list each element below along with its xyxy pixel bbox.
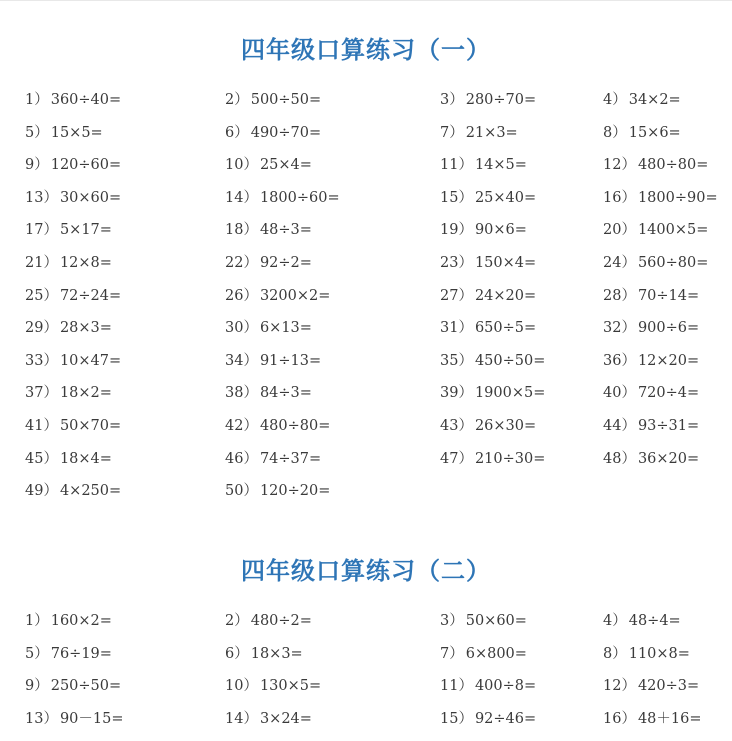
problem-expression: 110×8= [628, 645, 690, 662]
problem-number: 1） [25, 613, 49, 629]
problem-item [25, 676, 121, 696]
section-title: 四年级口算练习（一） [241, 36, 491, 64]
problem-number: 41） [25, 417, 58, 434]
problem-row [0, 220, 732, 253]
problem-expression: 92÷2= [259, 254, 312, 271]
problem-expression: 120÷20= [259, 483, 331, 500]
problem-item [225, 383, 312, 403]
problem-row [0, 481, 732, 514]
problem-expression: 90×6= [474, 222, 527, 239]
problem-number: 47） [440, 450, 473, 467]
problem-expression: 74÷37= [259, 450, 322, 467]
problem-item [225, 481, 330, 501]
problem-expression: 34×2= [628, 92, 681, 108]
problem-item [440, 416, 536, 436]
problem-expression: 4×250= [59, 483, 122, 500]
problem-expression: 84÷3= [259, 385, 312, 402]
problem-row [0, 383, 732, 416]
problem-item [225, 351, 321, 371]
problem-expression: 18×4= [59, 450, 112, 467]
problem-item [440, 351, 545, 371]
problem-item [25, 644, 112, 664]
problem-number: 13） [25, 189, 58, 206]
problem-number: 31） [440, 320, 473, 337]
problem-number: 2） [225, 92, 249, 108]
problem-row [0, 90, 732, 123]
problem-number: 44） [603, 417, 636, 434]
problem-item [603, 416, 699, 436]
problem-expression: 48÷3= [259, 222, 312, 239]
problem-number: 46） [225, 450, 258, 467]
problem-item [440, 318, 536, 338]
problem-expression: 480÷2= [250, 613, 312, 629]
problem-item [25, 188, 121, 208]
problem-item [603, 253, 708, 273]
problem-number: 7） [440, 645, 464, 662]
problem-item [440, 449, 545, 469]
problem-expression: 10×47= [59, 352, 122, 369]
problem-item [225, 123, 321, 143]
problem-item [440, 611, 527, 631]
problem-item [225, 644, 303, 664]
problem-number: 40） [603, 385, 636, 402]
problem-expression: 420÷3= [637, 678, 700, 695]
problem-number: 48） [603, 450, 636, 467]
problem-item [603, 318, 699, 338]
problem-number: 7） [440, 124, 464, 141]
problem-expression: 6×800= [465, 645, 527, 662]
problem-grid [0, 90, 732, 514]
problem-item [225, 709, 312, 729]
problem-expression: 25×4= [259, 157, 312, 174]
problem-number: 15） [440, 189, 473, 206]
problem-item [225, 220, 312, 240]
top-divider [0, 0, 732, 1]
problem-item [603, 676, 699, 696]
problem-number: 11） [440, 157, 473, 174]
problem-expression: 250÷50= [50, 678, 122, 695]
problem-number: 21） [25, 254, 58, 271]
problem-item [25, 383, 112, 403]
problem-item [603, 220, 708, 240]
problem-expression: 280÷70= [465, 92, 537, 108]
problem-expression: 6×13= [259, 320, 312, 337]
problem-item [225, 611, 312, 631]
problem-number: 16） [603, 710, 636, 727]
problem-expression: 50×70= [59, 417, 122, 434]
problem-number: 16） [603, 189, 636, 206]
problem-row [0, 318, 732, 351]
problem-number: 45） [25, 450, 58, 467]
problem-row [0, 611, 732, 644]
problem-item [603, 449, 699, 469]
problem-expression: 1900×5= [474, 385, 546, 402]
problem-item [225, 286, 330, 306]
problem-row [0, 416, 732, 449]
problem-row [0, 449, 732, 482]
problem-item [225, 449, 321, 469]
problem-number: 20） [603, 222, 636, 239]
problem-number: 18） [225, 222, 258, 239]
problem-item [25, 449, 112, 469]
worksheet-section-1 [0, 30, 732, 514]
problem-expression: 1400×5= [637, 222, 709, 239]
problem-number: 33） [25, 352, 58, 369]
problem-item [25, 481, 121, 501]
problem-expression: 15×5= [50, 124, 103, 141]
problem-item [25, 155, 121, 175]
problem-expression: 12×8= [59, 254, 112, 271]
problem-number: 5） [25, 645, 49, 662]
problem-number: 6） [225, 645, 249, 662]
problem-number: 8） [603, 124, 627, 141]
problem-number: 9） [25, 678, 49, 695]
problem-item [603, 644, 690, 664]
problem-item [603, 188, 718, 208]
problem-expression: 21×3= [465, 124, 518, 141]
problem-item [25, 611, 112, 631]
problem-number: 23） [440, 254, 473, 271]
problem-expression: 210÷30= [474, 450, 546, 467]
problem-item [225, 416, 330, 436]
problem-row [0, 644, 732, 677]
problem-number: 49） [25, 483, 58, 500]
problem-row [0, 286, 732, 319]
problem-expression: 1800÷60= [259, 189, 340, 206]
problem-number: 26） [225, 287, 258, 304]
problem-expression: 500÷50= [250, 92, 322, 108]
problem-item [25, 351, 121, 371]
problem-expression: 5×17= [59, 222, 112, 239]
problem-number: 14） [225, 189, 258, 206]
problem-item [225, 318, 312, 338]
problem-number: 37） [25, 385, 58, 402]
problem-expression: 12×20= [637, 352, 700, 369]
problem-number: 12） [603, 678, 636, 695]
problem-item [25, 123, 103, 143]
problem-item [25, 253, 112, 273]
problem-number: 50） [225, 483, 258, 500]
problem-number: 8） [603, 645, 627, 662]
problem-item [440, 253, 536, 273]
problem-expression: 160×2= [50, 613, 112, 629]
problem-number: 1） [25, 92, 49, 108]
problem-item [603, 90, 681, 110]
problem-item [603, 611, 681, 631]
problem-item [440, 644, 527, 664]
problem-expression: 120÷60= [50, 157, 122, 174]
problem-item [225, 188, 340, 208]
problem-number: 14） [225, 710, 258, 727]
problem-expression: 90－15= [59, 710, 124, 727]
problem-item [440, 188, 536, 208]
problem-expression: 360÷40= [50, 92, 122, 108]
problem-number: 11） [440, 678, 473, 695]
problem-number: 10） [225, 678, 258, 695]
problem-row [0, 351, 732, 384]
problem-item [25, 286, 121, 306]
problem-number: 10） [225, 157, 258, 174]
problem-expression: 93÷31= [637, 417, 700, 434]
problem-number: 4） [603, 613, 627, 629]
problem-expression: 76÷19= [50, 645, 112, 662]
problem-expression: 24×20= [474, 287, 537, 304]
problem-number: 2） [225, 613, 249, 629]
problem-item [440, 676, 536, 696]
problem-row [0, 155, 732, 188]
problem-row [0, 676, 732, 709]
problem-number: 6） [225, 124, 249, 141]
problem-item [25, 318, 112, 338]
problem-number: 9） [25, 157, 49, 174]
problem-number: 4） [603, 92, 627, 108]
problem-item [225, 90, 321, 110]
problem-number: 32） [603, 320, 636, 337]
problem-number: 29） [25, 320, 58, 337]
problem-number: 43） [440, 417, 473, 434]
problem-expression: 3×24= [259, 710, 312, 727]
problem-expression: 30×60= [59, 189, 122, 206]
problem-number: 30） [225, 320, 258, 337]
worksheet-section-2 [0, 551, 732, 741]
problem-number: 35） [440, 352, 473, 369]
problem-number: 5） [25, 124, 49, 141]
problem-expression: 3200×2= [259, 287, 331, 304]
problem-expression: 18×3= [250, 645, 303, 662]
problem-item [225, 155, 312, 175]
problem-expression: 48＋16= [637, 710, 702, 727]
problem-expression: 900÷6= [637, 320, 700, 337]
problem-row [0, 123, 732, 156]
problem-item [25, 709, 124, 729]
problem-item [25, 416, 121, 436]
problem-item [225, 253, 312, 273]
problem-item [25, 220, 112, 240]
problem-expression: 560÷80= [637, 254, 709, 271]
problem-number: 3） [440, 92, 464, 108]
problem-item [603, 709, 702, 729]
problem-number: 3） [440, 613, 464, 629]
problem-expression: 70÷14= [637, 287, 700, 304]
problem-item [603, 155, 708, 175]
problem-number: 39） [440, 385, 473, 402]
problem-item [440, 383, 545, 403]
problem-expression: 92÷46= [474, 710, 537, 727]
section-title: 四年级口算练习（二） [241, 557, 491, 585]
problem-item [440, 155, 527, 175]
problem-expression: 400÷8= [474, 678, 537, 695]
problem-expression: 490÷70= [250, 124, 322, 141]
problem-expression: 480÷80= [637, 157, 709, 174]
problem-row [0, 188, 732, 221]
problem-expression: 480÷80= [259, 417, 331, 434]
problem-expression: 26×30= [474, 417, 537, 434]
problem-item [603, 383, 699, 403]
problem-expression: 91÷13= [259, 352, 322, 369]
problem-expression: 1800÷90= [637, 189, 718, 206]
problem-item [440, 123, 518, 143]
problem-expression: 650÷5= [474, 320, 537, 337]
problem-number: 34） [225, 352, 258, 369]
problem-expression: 18×2= [59, 385, 112, 402]
problem-expression: 72÷24= [59, 287, 122, 304]
problem-number: 42） [225, 417, 258, 434]
problem-number: 22） [225, 254, 258, 271]
problem-number: 19） [440, 222, 473, 239]
problem-item [440, 90, 536, 110]
problem-expression: 48÷4= [628, 613, 681, 629]
problem-number: 15） [440, 710, 473, 727]
problem-item [25, 90, 121, 110]
problem-row [0, 709, 732, 741]
problem-item [440, 220, 527, 240]
problem-number: 36） [603, 352, 636, 369]
problem-expression: 450÷50= [474, 352, 546, 369]
problem-expression: 14×5= [474, 157, 527, 174]
problem-item [603, 286, 699, 306]
problem-number: 17） [25, 222, 58, 239]
problem-number: 25） [25, 287, 58, 304]
problem-row [0, 253, 732, 286]
problem-number: 13） [25, 710, 58, 727]
problem-expression: 150×4= [474, 254, 537, 271]
problem-number: 12） [603, 157, 636, 174]
problem-expression: 50×60= [465, 613, 527, 629]
problem-expression: 720÷4= [637, 385, 700, 402]
problem-expression: 36×20= [637, 450, 700, 467]
problem-number: 24） [603, 254, 636, 271]
problem-item [440, 709, 536, 729]
problem-expression: 15×6= [628, 124, 681, 141]
problem-expression: 25×40= [474, 189, 537, 206]
problem-item [603, 123, 681, 143]
problem-item [440, 286, 536, 306]
problem-item [603, 351, 699, 371]
problem-number: 27） [440, 287, 473, 304]
problem-number: 28） [603, 287, 636, 304]
problem-expression: 28×3= [59, 320, 112, 337]
problem-item [225, 676, 321, 696]
problem-expression: 130×5= [259, 678, 322, 695]
problem-number: 38） [225, 385, 258, 402]
